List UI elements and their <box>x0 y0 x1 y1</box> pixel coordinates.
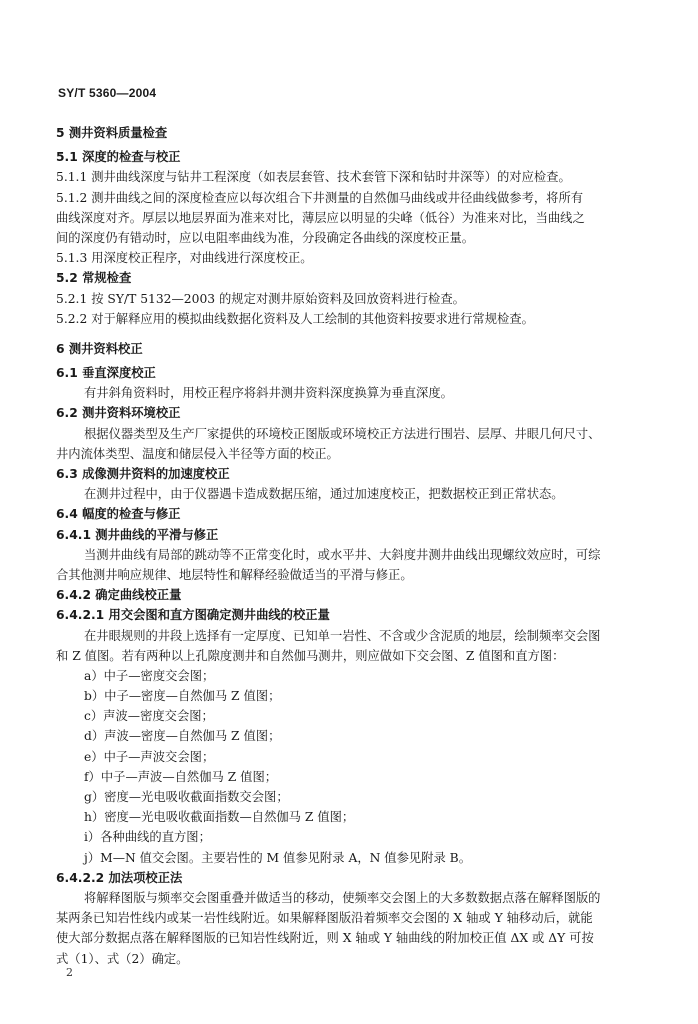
list-item: i）各种曲线的直方图； <box>84 830 211 845</box>
list-item: f）中子—声波—自然伽马 Z 值图； <box>84 769 278 784</box>
paragraph-line: 式（1）、式（2）确定。 <box>56 951 189 966</box>
list-item: c）声波—密度交会图； <box>84 709 214 724</box>
paragraph-line: 间的深度仍有错动时，应以电阻率曲线为准，分段确定各曲线的深度校正量。 <box>56 230 475 245</box>
paragraph-line: 和 Z 值图。若有两种以上孔隙度测井和自然伽马测井，则应做如下交会图、Z 值图和直方图： <box>56 648 565 663</box>
section-heading: 6 测井资料校正 <box>56 341 143 356</box>
section-heading: 6.3 成像测井资料的加速度校正 <box>56 467 230 481</box>
paragraph-line: 5.2.1 按 SY/T 5132—2003 的规定对测井原始资料及回放资料进行检查。 <box>56 291 465 306</box>
list-item: g）密度—光电吸收截面指数交会图； <box>84 790 289 804</box>
paragraph-line: 在井眼规则的井段上选择有一定厚度、已知单一岩性、不含或少含泥质的地层，绘制频率交会图 <box>84 628 601 643</box>
section-heading: 6.2 测井资料环境校正 <box>56 406 181 421</box>
paragraph-line: 5.1.2 测井曲线之间的深度检查应以每次组合下井测量的自然伽马曲线或井径曲线做参考，将所有 <box>56 190 584 205</box>
paragraph-line: 在测井过程中，由于仪器遇卡造成数据压缩，通过加速度校正，把数据校正到正常状态。 <box>84 487 564 502</box>
paragraph-line: 曲线深度对齐。厚层以地层界面为准来对比，薄层应以明显的尖峰（低谷）为准来对比，当曲线之 <box>56 210 585 225</box>
list-item: e）中子—声波交会图； <box>84 749 215 764</box>
standard-code-header: SY/T 5360—2004 <box>58 86 157 100</box>
paragraph-line: 某两条已知岩性线内或某一岩性线附近。如果解释图版沿着频率交会图的 X 轴或 Y 轴移动后，就能 <box>56 911 593 926</box>
list-item: a）中子—密度交会图； <box>84 668 215 683</box>
paragraph-line: 合其他测井响应规律、地层特性和解释经验做适当的平滑与修正。 <box>56 567 413 582</box>
page-number: 2 <box>66 966 73 979</box>
list-item: d）声波—密度—自然伽马 Z 值图； <box>84 729 281 744</box>
paragraph-line: 5.1.3 用深度校正程序，对曲线进行深度校正。 <box>56 251 313 266</box>
list-item: b）中子—密度—自然伽马 Z 值图； <box>84 689 281 704</box>
paragraph-line: 根据仪器类型及生产厂家提供的环境校正图版或环境校正方法进行围岩、层厚、井眼几何尺寸、 <box>84 426 601 441</box>
section-heading: 6.1 垂直深度校正 <box>56 366 156 381</box>
paragraph-line: 将解释图版与频率交会图重叠并做适当的移动，使频率交会图上的大多数数据点落在解释图版的 <box>84 890 601 905</box>
paragraph-line: 有井斜角资料时，用校正程序将斜井测井资料深度换算为垂直深度。 <box>84 386 453 401</box>
paragraph-line: 当测井曲线有局部的跳动等不正常变化时，或水平井、大斜度井测井曲线出现螺纹效应时，可综 <box>84 547 601 562</box>
section-heading: 5 测井资料质量检查 <box>56 126 168 140</box>
section-heading: 6.4.1 测井曲线的平滑与修正 <box>56 527 219 542</box>
paragraph-line: 井内流体类型、温度和储层侵入半径等方面的校正。 <box>56 446 339 461</box>
section-heading: 6.4.2.1 用交会图和直方图确定测井曲线的校正量 <box>56 608 330 623</box>
section-heading: 6.4.2 确定曲线校正量 <box>56 588 182 603</box>
section-heading: 5.2 常规检查 <box>56 271 132 286</box>
document-body <box>56 123 648 969</box>
paragraph-line: 5.2.2 对于解释应用的模拟曲线数据化资料及人工绘制的其他资料按要求进行常规检查。 <box>56 311 534 326</box>
section-heading: 6.4.2.2 加法项校正法 <box>56 870 183 885</box>
section-heading: 5.1 深度的检查与校正 <box>56 150 181 165</box>
list-item: h）密度—光电吸收截面指数—自然伽马 Z 值图； <box>84 810 355 825</box>
paragraph-line: 使大部分数据点落在解释图版的已知岩性线附近，则 X 轴或 Y 轴曲线的附加校正值 ΔX 或 ΔY 可按 <box>56 931 594 946</box>
paragraph-line: 5.1.1 测井曲线深度与钻井工程深度（如表层套管、技术套管下深和钻时井深等）的对应检查。 <box>56 170 571 185</box>
list-item: j）M—N 值交会图。主要岩性的 M 值参见附录 A，N 值参见附录 B。 <box>84 850 472 865</box>
section-heading: 6.4 幅度的检查与修正 <box>56 507 181 522</box>
